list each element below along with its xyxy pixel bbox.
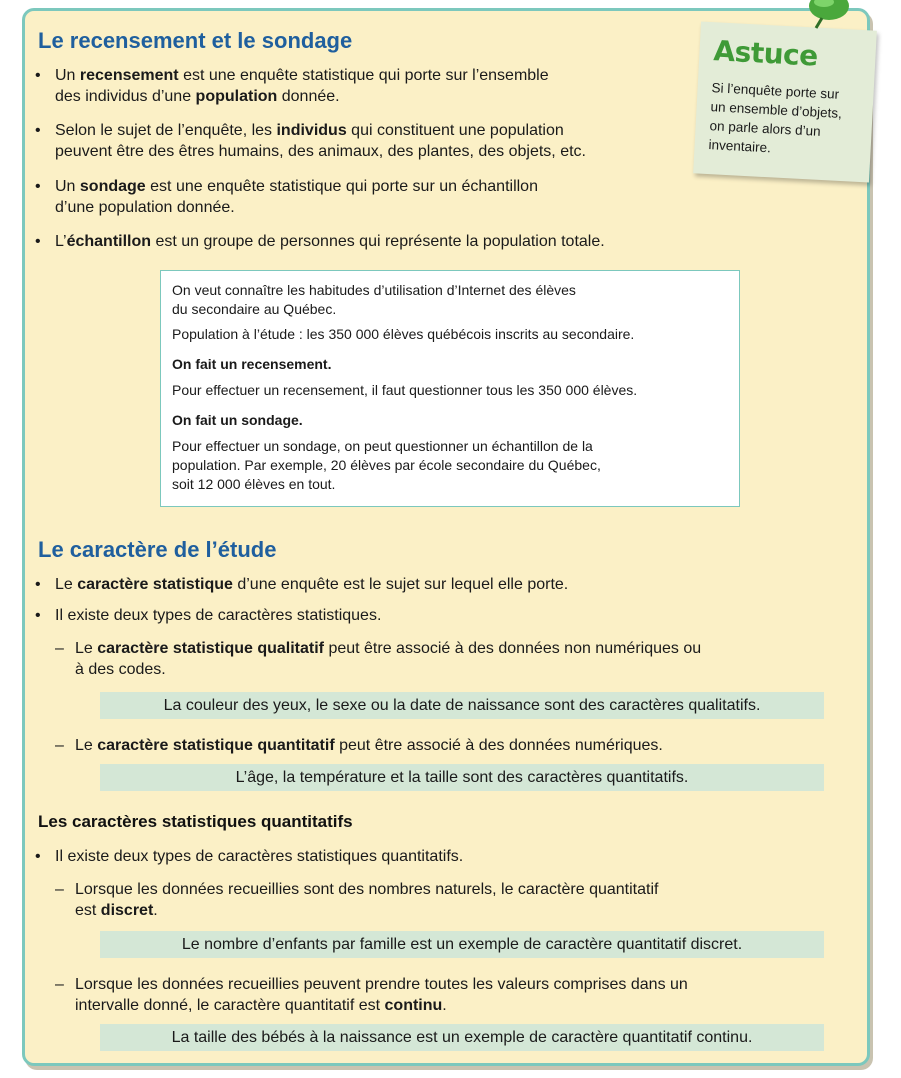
astuce-text: Si l’enquête porte sur un ensemble d’objets, on parle alors d’un inventaire. [708, 80, 843, 156]
example-population: Population à l’étude : les 350 000 élèves québécois inscrits au secondaire. [172, 326, 635, 342]
section-title-quantitatifs: Les caractères statistiques quantitatifs [38, 812, 353, 831]
example-sondage-title: On fait un sondage. [172, 412, 303, 428]
example-recensement-title: On fait un recensement. [172, 356, 332, 372]
dash-quantitatif: – Le caractère statistique quantitatif peut être associé à des données numériques. [75, 735, 835, 756]
bullet-deux-types-quantitatifs: • Il existe deux types de caractères statistiques quantitatifs. [55, 846, 755, 867]
astuce-title: Astuce [712, 34, 819, 73]
example-recensement-text: Pour effectuer un recensement, il faut questionner tous les 350 000 élèves. [172, 382, 638, 398]
dash-continu: – Lorsque les données recueillies peuvent prendre toutes les valeurs comprises dans un intervalle donné, le caractère quantitatif est continu. [75, 974, 835, 1016]
pushpin-icon [804, 0, 854, 30]
highlight-qualitatif-example: La couleur des yeux, le sexe ou la date de naissance sont des caractères qualitatifs. [100, 692, 824, 719]
section-title-recensement: Le recensement et le sondage [38, 28, 353, 53]
example-sondage-line2: population. Par exemple, 20 élèves par école secondaire du Québec, [172, 457, 601, 473]
dash-discret: – Lorsque les données recueillies sont des nombres naturels, le caractère quantitatif est discret. [75, 879, 835, 921]
bullet-sondage: • Un sondage est une enquête statistique qui porte sur un échantillon d’une population donnée. [55, 176, 675, 218]
bullet-caractere-statistique: • Le caractère statistique d’une enquête est le sujet sur lequel elle porte. [55, 574, 755, 595]
section-title-caractere: Le caractère de l’étude [38, 537, 277, 562]
example-intro-line2: du secondaire au Québec. [172, 301, 337, 317]
bullet-individus: • Selon le sujet de l’enquête, les individus qui constituent une population peuvent être des êtres humains, des animaux, des plantes, des objets, etc. [55, 120, 695, 162]
example-intro-line1: On veut connaître les habitudes d’utilisation d’Internet des élèves [172, 282, 576, 298]
example-sondage-line1: Pour effectuer un sondage, on peut questionner un échantillon de la [172, 438, 593, 454]
astuce-note [693, 21, 877, 182]
example-box [160, 270, 740, 507]
dash-qualitatif: – Le caractère statistique qualitatif peut être associé à des données non numériques ou à des codes. [75, 638, 835, 680]
example-sondage-line3: soit 12 000 élèves en tout. [172, 476, 336, 492]
highlight-quantitatif-example: L’âge, la température et la taille sont des caractères quantitatifs. [100, 764, 824, 791]
bullet-recensement: • Un recensement est une enquête statistique qui porte sur l’ensemble des individus d’une population donnée. [55, 65, 675, 107]
bullet-deux-types: • Il existe deux types de caractères statistiques. [55, 605, 755, 626]
highlight-continu-example: La taille des bébés à la naissance est un exemple de caractère quantitatif continu. [100, 1024, 824, 1051]
highlight-discret-example: Le nombre d’enfants par famille est un exemple de caractère quantitatif discret. [100, 931, 824, 958]
bullet-echantillon: • L’échantillon est un groupe de personnes qui représente la population totale. [55, 231, 755, 252]
